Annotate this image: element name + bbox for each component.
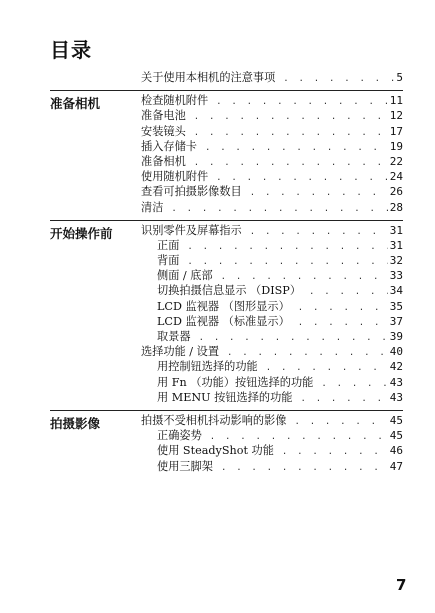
toc-subentry[interactable]: [141, 299, 403, 314]
toc-entry-label: LCD 监视器 （标准显示）: [157, 314, 290, 328]
section-entries: [141, 93, 403, 215]
page-number: 7: [396, 576, 407, 594]
toc-entry-label: 准备电池: [141, 109, 186, 123]
leader-dots: [300, 392, 387, 407]
leader-dots: [282, 445, 388, 460]
toc-entry[interactable]: [141, 344, 403, 359]
toc-entry-label: 插入存储卡: [141, 139, 197, 153]
table-of-contents: [50, 70, 403, 474]
toc-entry-page: 31: [389, 238, 403, 252]
toc-subentry[interactable]: [141, 359, 403, 374]
toc-entry-label: 使用 SteadyShot 功能: [157, 444, 274, 458]
toc-entry-label: 切换拍摄信息显示 （DISP）: [157, 284, 302, 298]
leader-dots: [205, 141, 388, 156]
toc-entry[interactable]: [141, 169, 403, 184]
toc-entry-page: 26: [389, 185, 403, 199]
section-entries: [141, 223, 403, 405]
toc-entry-label: 安装镜头: [141, 124, 186, 138]
section-entries: [141, 413, 403, 474]
leader-dots: [216, 95, 388, 110]
page-title: 目录: [50, 38, 92, 62]
toc-entry-label: 正确姿势: [157, 429, 202, 443]
toc-entry-label: 关于使用本相机的注意事项: [141, 71, 276, 84]
toc-subentry[interactable]: [141, 238, 403, 253]
toc-entry-label: 清洁: [141, 200, 164, 214]
toc-entry-page: 11: [389, 94, 403, 108]
toc-entry-page: 40: [389, 345, 403, 359]
toc-section: [50, 90, 403, 215]
toc-entry-label: 背面: [157, 254, 180, 268]
leader-dots: [221, 461, 388, 476]
toc-intro: [141, 70, 403, 85]
leader-dots: [298, 301, 388, 316]
toc-entry-label: 选择功能 / 设置: [141, 345, 220, 359]
toc-entry-label: 用控制钮选择的功能: [157, 360, 258, 374]
toc-entry-page: 45: [389, 413, 403, 427]
toc-entry-page: 34: [389, 284, 403, 298]
toc-entry-label: 拍摄不受相机抖动影响的影像: [141, 413, 287, 427]
toc-entry-label: 识别零件及屏幕指示: [141, 223, 242, 237]
toc-entry-page: 31: [389, 223, 403, 237]
toc-section: [50, 410, 403, 474]
toc-entry-label: 查看可拍摄影像数目: [141, 185, 242, 199]
leader-dots: [187, 255, 387, 270]
toc-entry-page: 19: [389, 139, 403, 153]
toc-subentry[interactable]: [141, 390, 403, 405]
toc-entry[interactable]: [141, 124, 403, 139]
leader-dots: [194, 156, 388, 171]
leader-dots: [321, 377, 387, 392]
toc-entry-page: 22: [389, 154, 403, 168]
toc-entry-page: 24: [389, 170, 403, 184]
toc-entry-page: 17: [389, 124, 403, 138]
toc-entry[interactable]: [141, 139, 403, 154]
leader-dots: [309, 285, 388, 300]
toc-entry-label: 用 Fn （功能）按钮选择的功能: [157, 375, 314, 389]
toc-entry-page: 35: [389, 299, 403, 313]
toc-entry-label: 准备相机: [141, 154, 186, 168]
toc-entry[interactable]: [141, 184, 403, 199]
toc-subentry[interactable]: [141, 283, 403, 298]
leader-dots: [250, 225, 388, 240]
toc-entry-label: 用 MENU 按钮选择的功能: [157, 390, 293, 404]
toc-subentry[interactable]: [141, 459, 403, 474]
toc-entry-page: 39: [389, 330, 403, 343]
toc-entry-page: 45: [389, 429, 403, 443]
leader-dots: [294, 415, 387, 430]
toc-entry[interactable]: [141, 413, 403, 428]
section-heading: 拍摄影像: [50, 415, 101, 431]
toc-subentry[interactable]: [141, 268, 403, 283]
toc-entry-page: 12: [389, 109, 403, 123]
leader-dots: [194, 126, 388, 141]
toc-entry[interactable]: [141, 108, 403, 123]
toc-entry-label: 侧面 / 底部: [157, 269, 213, 283]
toc-entry[interactable]: [141, 154, 403, 169]
leader-dots: [187, 240, 387, 255]
toc-entry[interactable]: [141, 93, 403, 108]
toc-entry-label: 使用三脚架: [157, 459, 213, 473]
toc-subentry[interactable]: [141, 329, 403, 344]
toc-entry-page: 32: [389, 254, 403, 268]
toc-entry[interactable]: [141, 223, 403, 238]
toc-section: [50, 220, 403, 405]
toc-entry-page: 43: [389, 375, 403, 389]
toc-entry-page: 33: [389, 269, 403, 283]
toc-entry[interactable]: [141, 200, 403, 215]
toc-entry-page: 28: [389, 200, 403, 214]
toc-entry[interactable]: [141, 70, 403, 85]
toc-sections: [50, 90, 403, 474]
toc-entry-page: 37: [389, 314, 403, 328]
toc-subentry[interactable]: [141, 253, 403, 268]
leader-dots: [250, 186, 388, 201]
toc-subentry[interactable]: [141, 428, 403, 443]
toc-subentry[interactable]: [141, 375, 403, 390]
toc-entry-label: 正面: [157, 238, 180, 252]
toc-subentry[interactable]: [141, 443, 403, 458]
leader-dots: [199, 331, 388, 346]
toc-entry-page: 47: [389, 459, 403, 473]
leader-dots: [171, 202, 387, 217]
toc-entry-page: 42: [389, 360, 403, 374]
toc-subentry[interactable]: [141, 314, 403, 329]
toc-entry-label: 取景器: [157, 330, 191, 343]
toc-entry-page: 43: [389, 390, 403, 404]
leader-dots: [298, 316, 388, 331]
section-heading: 开始操作前: [50, 225, 113, 241]
toc-entry-label: 使用随机附件: [141, 170, 209, 184]
toc-entry-page: 5: [396, 71, 403, 84]
leader-dots: [194, 110, 388, 125]
section-heading: 准备相机: [50, 96, 101, 112]
toc-entry-label: LCD 监视器 （图形显示）: [157, 299, 290, 313]
leader-dots: [283, 72, 394, 87]
toc-entry-page: 46: [389, 444, 403, 458]
toc-entry-label: 检查随机附件: [141, 94, 209, 108]
